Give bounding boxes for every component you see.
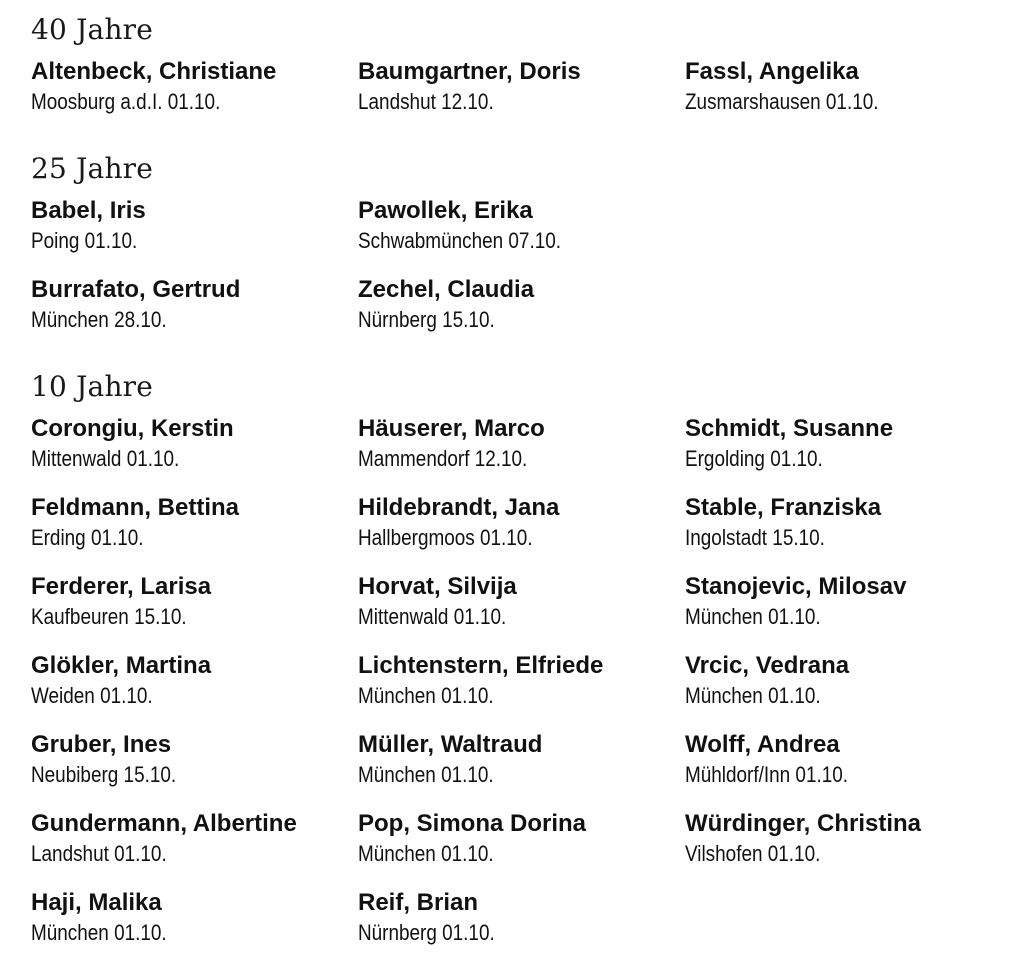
entry-location-date: München 01.10. xyxy=(358,683,494,708)
jubilee-entry xyxy=(685,493,1005,553)
jubilee-entry xyxy=(31,888,351,948)
entry-name: Feldmann, Bettina xyxy=(31,494,240,521)
entry-location-date: Landshut 01.10. xyxy=(31,841,167,866)
jubilee-entry xyxy=(31,809,351,869)
jubilee-entry xyxy=(358,493,678,553)
entry-location-date: Ergolding 01.10. xyxy=(685,446,823,471)
entry-location-date: Ingolstadt 15.10. xyxy=(685,525,825,550)
entry-name: Hildebrandt, Jana xyxy=(358,494,560,521)
entry-name: Ferderer, Larisa xyxy=(31,573,212,600)
jubilee-entry xyxy=(358,888,678,948)
entry-location-date: Mittenwald 01.10. xyxy=(358,604,507,629)
entry-location-date: Weiden 01.10. xyxy=(31,683,153,708)
entry-location-date: München 01.10. xyxy=(31,920,167,945)
jubilee-entry xyxy=(358,275,678,335)
entry-name: Stanojevic, Milosav xyxy=(685,573,907,600)
entry-name: Corongiu, Kerstin xyxy=(31,415,234,442)
entry-location-date: Vilshofen 01.10. xyxy=(685,841,821,866)
entry-name: Pop, Simona Dorina xyxy=(358,810,587,837)
entry-location-date: Hallbergmoos 01.10. xyxy=(358,525,533,550)
entry-name: Lichtenstern, Elfriede xyxy=(358,652,604,679)
entry-location-date: Kaufbeuren 15.10. xyxy=(31,604,187,629)
entry-name: Stable, Franziska xyxy=(685,494,882,521)
entry-location-date: Erding 01.10. xyxy=(31,525,144,550)
entry-location-date: Nürnberg 15.10. xyxy=(358,307,495,332)
entry-name: Zechel, Claudia xyxy=(358,276,535,303)
jubilee-entry xyxy=(685,57,1005,117)
entry-location-date: Moosburg a.d.I. 01.10. xyxy=(31,89,221,114)
entry-name: Häuserer, Marco xyxy=(358,415,545,442)
entry-name: Baumgartner, Doris xyxy=(358,58,581,85)
entry-name: Babel, Iris xyxy=(31,197,146,224)
entry-location-date: Zusmarshausen 01.10. xyxy=(685,89,879,114)
jubilee-entry xyxy=(31,651,351,711)
jubilee-entry xyxy=(31,57,351,117)
entry-name: Müller, Waltraud xyxy=(358,731,543,758)
jubilee-entry xyxy=(685,809,1005,869)
entry-location-date: Neubiberg 15.10. xyxy=(31,762,177,787)
entry-name: Gruber, Ines xyxy=(31,731,172,758)
entry-location-date: Mühldorf/Inn 01.10. xyxy=(685,762,849,787)
jubilee-entry xyxy=(358,57,678,117)
jubilee-entry xyxy=(358,730,678,790)
jubilee-entry xyxy=(31,275,351,335)
jubilee-entry xyxy=(685,414,1005,474)
entry-location-date: Schwabmünchen 07.10. xyxy=(358,228,562,253)
jubilee-entry xyxy=(358,196,678,256)
jubilee-entry xyxy=(358,809,678,869)
entry-location-date: Nürnberg 01.10. xyxy=(358,920,495,945)
entry-location-date: München 01.10. xyxy=(358,762,494,787)
entry-name: Würdinger, Christina xyxy=(685,810,922,837)
jubilee-entry xyxy=(685,651,1005,711)
jubilee-entry xyxy=(31,572,351,632)
jubilee-entry xyxy=(685,572,1005,632)
section-title-10-jahre: 10 Jahre xyxy=(31,370,154,403)
entry-name: Horvat, Silvija xyxy=(358,573,517,600)
entry-location-date: München 01.10. xyxy=(685,683,821,708)
jubilee-entry xyxy=(358,651,678,711)
jubilee-entry xyxy=(31,196,351,256)
entry-name: Vrcic, Vedrana xyxy=(685,652,850,679)
entry-name: Glökler, Martina xyxy=(31,652,212,679)
entry-name: Burrafato, Gertrud xyxy=(31,276,241,303)
entry-location-date: München 28.10. xyxy=(31,307,167,332)
entry-name: Pawollek, Erika xyxy=(358,197,533,224)
entry-location-date: Landshut 12.10. xyxy=(358,89,494,114)
jubilee-entry xyxy=(31,414,351,474)
entry-location-date: Mammendorf 12.10. xyxy=(358,446,528,471)
entry-location-date: Mittenwald 01.10. xyxy=(31,446,180,471)
section-title-40-jahre: 40 Jahre xyxy=(31,13,154,46)
entry-name: Altenbeck, Christiane xyxy=(31,58,277,85)
entry-name: Haji, Malika xyxy=(31,889,162,916)
jubilee-entry xyxy=(31,493,351,553)
jubilee-entry xyxy=(358,572,678,632)
entry-name: Gundermann, Albertine xyxy=(31,810,297,837)
entry-location-date: Poing 01.10. xyxy=(31,228,138,253)
entry-name: Fassl, Angelika xyxy=(685,58,859,85)
entry-location-date: München 01.10. xyxy=(685,604,821,629)
jubilee-entry xyxy=(685,730,1005,790)
jubilee-entry xyxy=(358,414,678,474)
entry-name: Wolff, Andrea xyxy=(685,731,840,758)
jubilee-entry xyxy=(31,730,351,790)
entry-location-date: München 01.10. xyxy=(358,841,494,866)
entry-name: Reif, Brian xyxy=(358,889,479,916)
section-title-25-jahre: 25 Jahre xyxy=(31,152,154,185)
entry-name: Schmidt, Susanne xyxy=(685,415,894,442)
